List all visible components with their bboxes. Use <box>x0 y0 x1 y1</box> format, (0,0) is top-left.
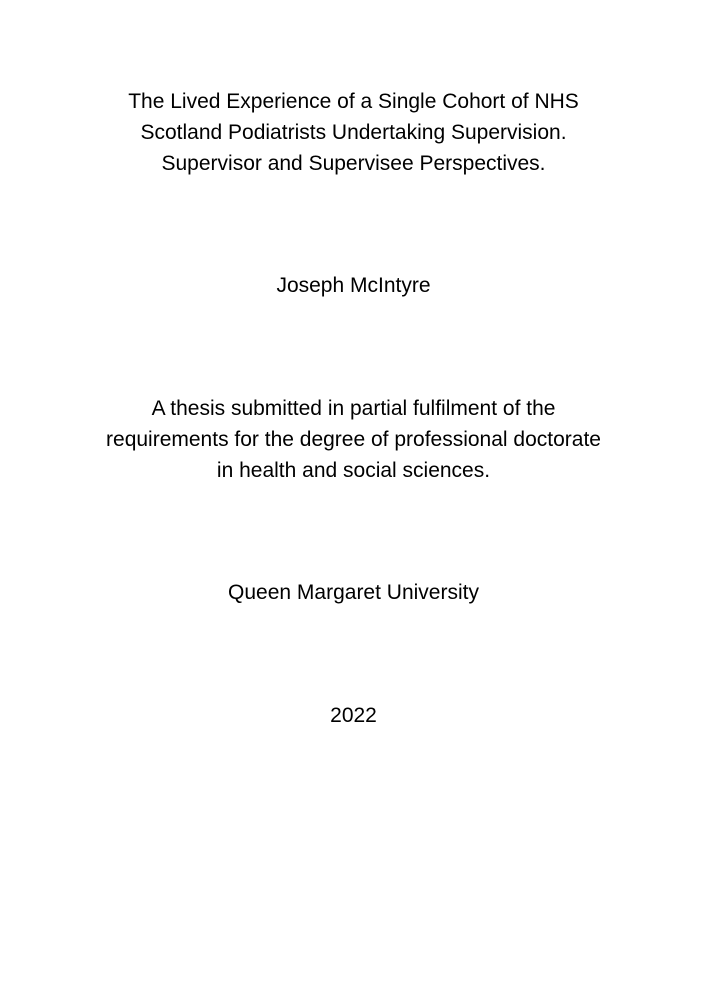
thesis-title <box>0 86 707 179</box>
author-name: Joseph McIntyre <box>276 274 431 297</box>
university-name: Queen Margaret University <box>228 581 479 604</box>
degree-statement-line-2: requirements for the degree of professional doctorate <box>106 428 601 451</box>
thesis-title-line-1: The Lived Experience of a Single Cohort of NHS <box>128 90 579 113</box>
degree-statement <box>0 393 707 486</box>
thesis-title-line-2: Scotland Podiatrists Undertaking Supervision. <box>140 121 567 144</box>
degree-statement-line-3: in health and social sciences. <box>216 459 491 482</box>
degree-statement-line-1: A thesis submitted in partial fulfilment of the <box>151 397 556 420</box>
submission-year: 2022 <box>330 704 377 727</box>
thesis-title-line-3: Supervisor and Supervisee Perspectives. <box>161 152 546 175</box>
